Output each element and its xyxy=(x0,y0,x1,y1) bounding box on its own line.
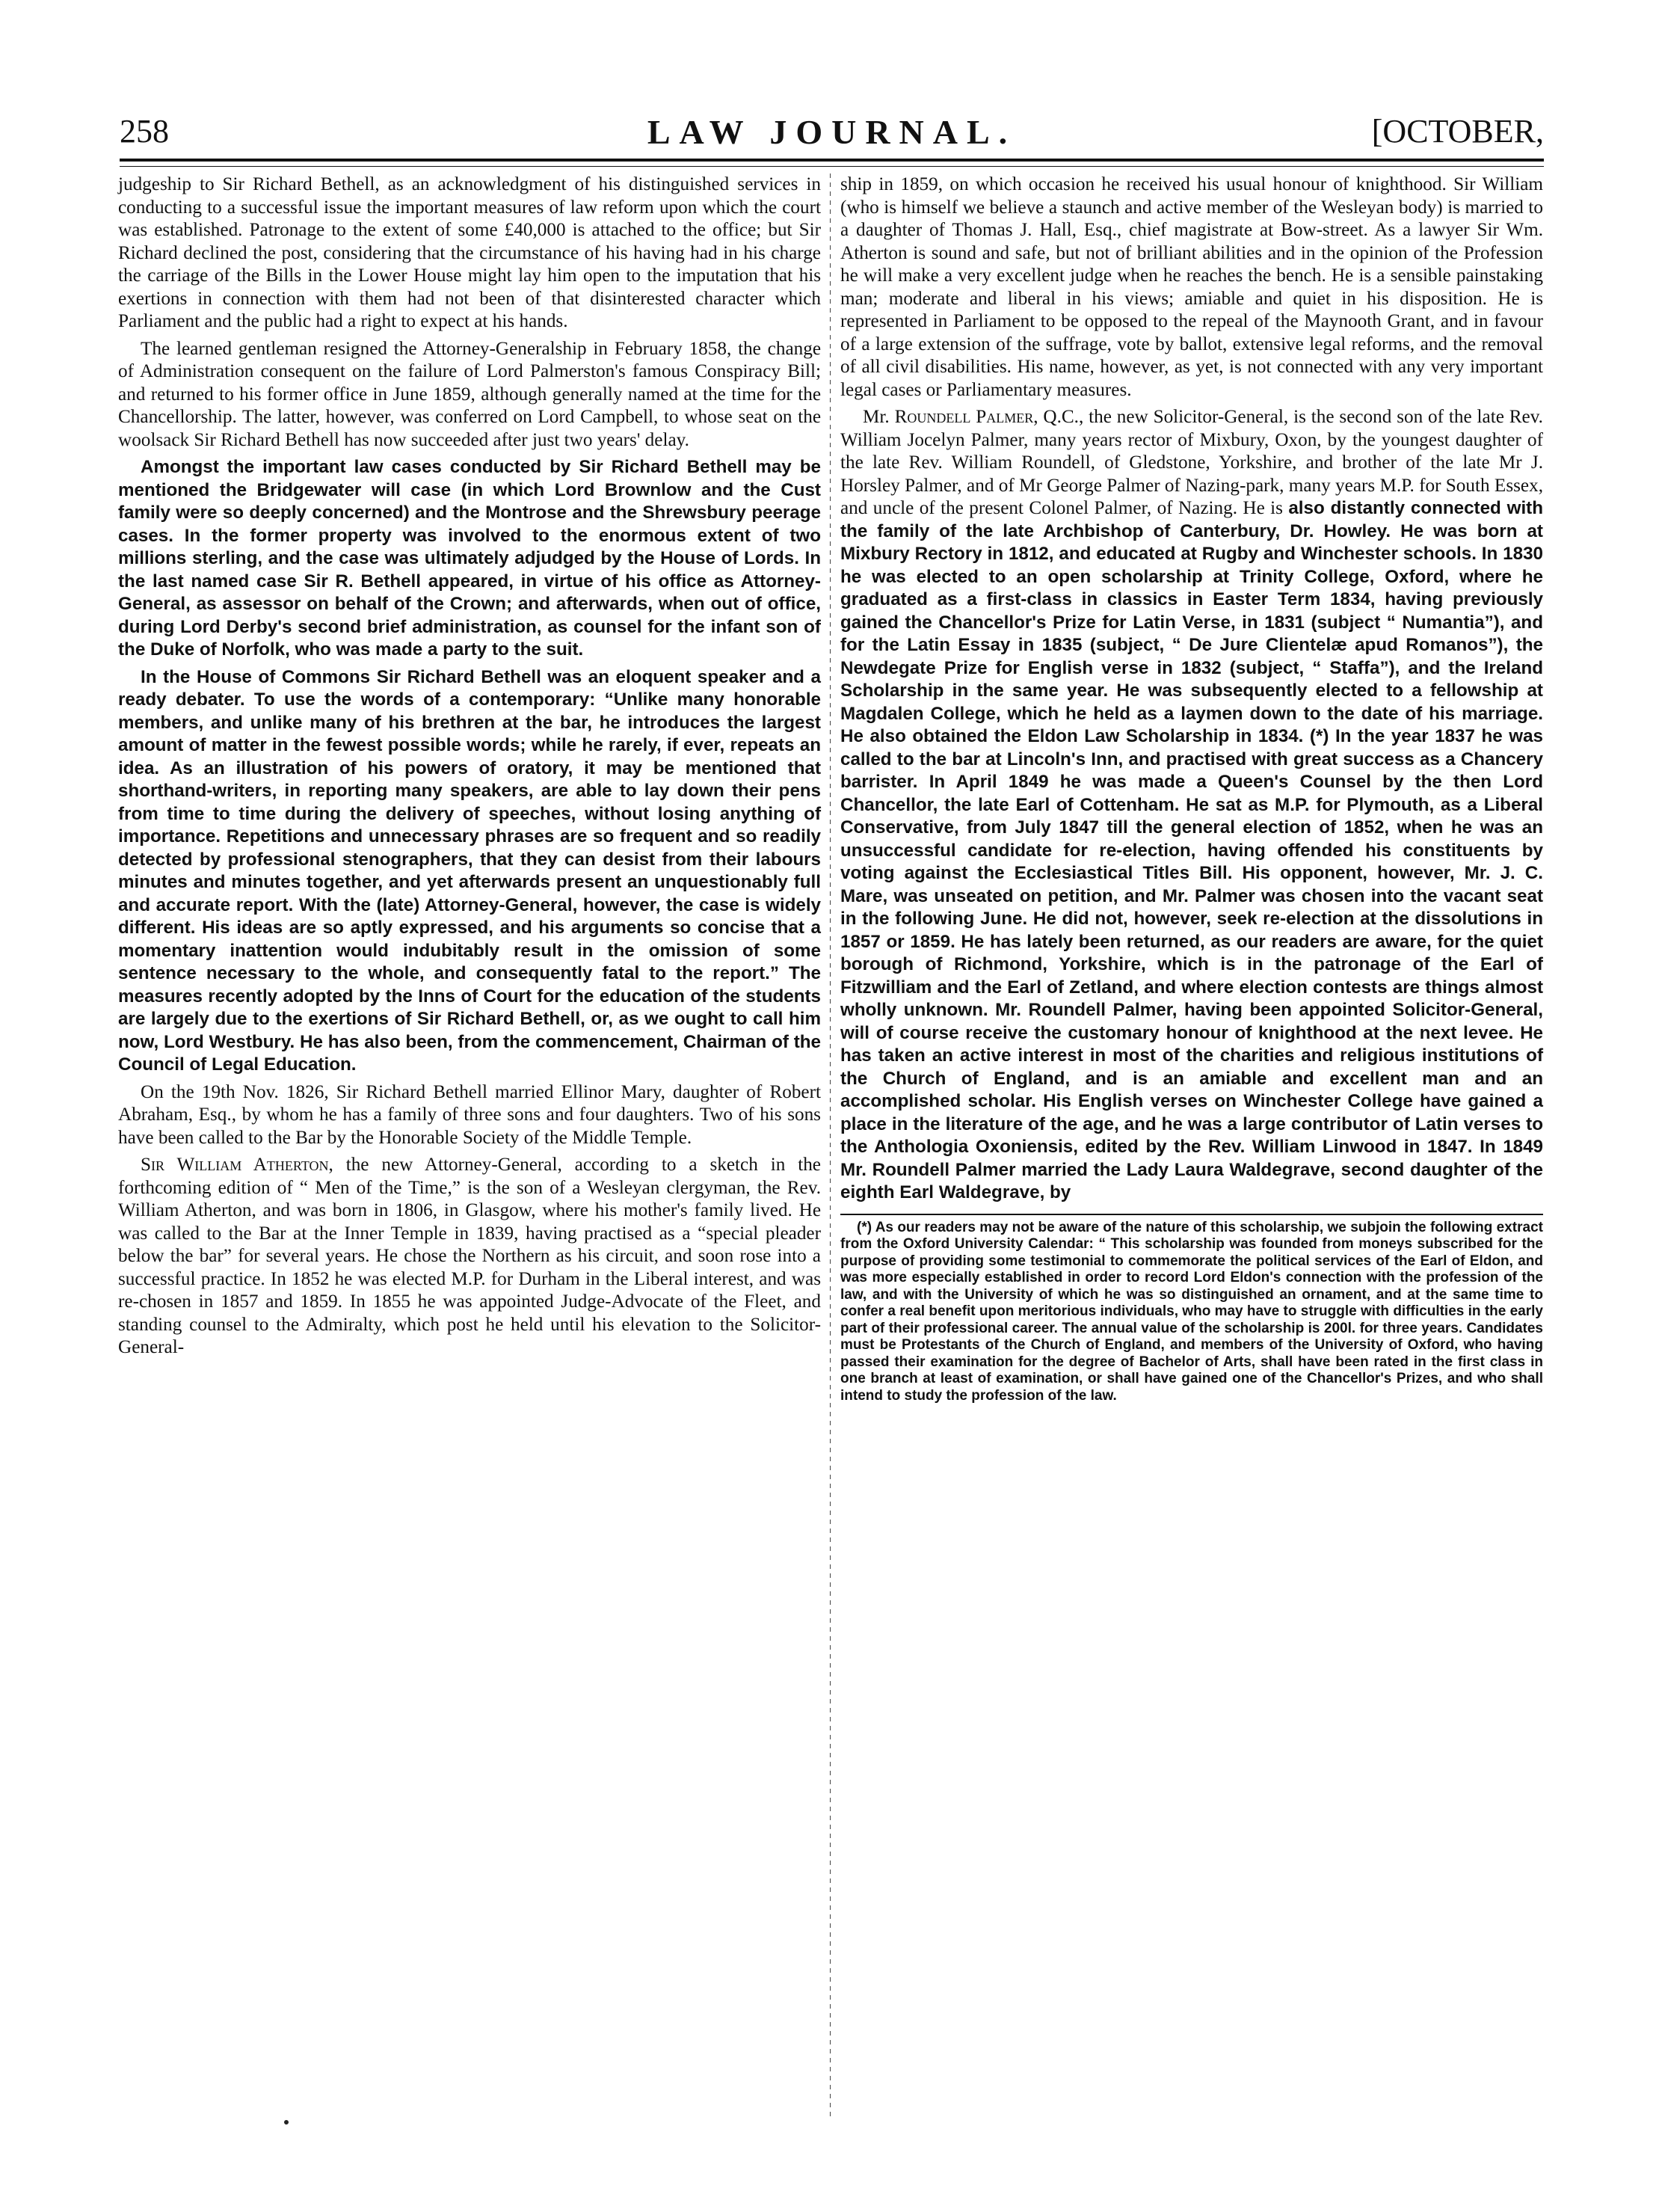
footnote-rule xyxy=(840,1214,1543,1215)
paragraph: The learned gentleman resigned the Attorney-Generalship in February 1858, the change of Administration consequent on the failure of Lord Palmerston's famous Conspiracy Bill; and returned to his former office in June 1859, although generally named at the time for the Chancellorship. The latter, however, was conferred on Lord Campbell, to whose seat on the woolsack Sir Richard Bethell has now succeeded after just two years' delay. xyxy=(118,338,821,450)
paragraph: Amongst the important law cases conducted by Sir Richard Bethell may be mentioned the Bridgewater will case (in which Lord Brownlow and the Cust family were so deeply concerned) and the Montrose and the Shrewsbury peerage cases. In the former property was involved to the enormous extent of two millions sterling, and the case was ultimately adjudged by the House of Lords. In the last named case Sir R. Bethell appeared, in virtue of his office as Attorney-General, as assessor on behalf of the Crown; and afterwards, when out of office, during Lord Derby's second brief administration, as counsel for the infant son of the Duke of Norfolk, who was made a party to the suit. xyxy=(118,457,821,660)
paragraph: In the House of Commons Sir Richard Bethell was an eloquent speaker and a ready debater. To use the words of a contemporary: “Unlike many honorable members, and unlike many of his brethren at the bar, he introduces the largest amount of matter in the fewest possible words; while he rarely, if ever, repeats an idea. As an illustration of his powers of oratory, it may be mentioned that shorthand-writers, in reporting many speakers, are able to lay down their pens from time to time during the delivery of speeches, without losing anything of importance. Repetitions and unnecessary phrases are so frequent and so readily detected by professional stenographers, that they can desist from their labours minutes and minutes together, and yet afterwards present an unquestionably full and accurate report. With the (late) Attorney-General, however, the case is widely different. His ideas are so aptly expressed, and his arguments so concise that a momentary inattention would indubitably result in the omission of some sentence necessary to the whole, and consequently fatal to the report.” The measures recently adopted by the Inns of Court for the education of the students are largely due to the exertions of Sir Richard Bethell, or, as we ought to call him now, Lord Westbury. He has also been, from the commencement, Chairman of the Council of Legal Education. xyxy=(118,666,821,1075)
person-name: Roundell Palmer xyxy=(894,407,1034,427)
paragraph-text: , Q.C., the new Solicitor-General, is the second son of the late Rev. William Jocelyn Palmer, many years rector of Mixbury, Oxon, by the youngest daughter of the late Rev. William Roundell, of Gledstone, Yorkshire, and brother of the late Mr J. Horsley Palmer, and of Mr George Palmer of Nazing-park, many years M.P. for South Essex, and uncle of the present Colonel Palmer, of Nazing. He is xyxy=(840,407,1543,518)
issue-month: [OCTOBER, xyxy=(1371,113,1544,150)
header-rule xyxy=(120,159,1544,162)
paragraph xyxy=(840,406,1543,1205)
stray-dot xyxy=(284,2120,289,2125)
journal-title: LAW JOURNAL. xyxy=(647,113,1017,151)
paragraph-text: , the new Attorney-General, according to a sketch in the forthcoming edition of “ Men of the Time,” is the son of a Wesleyan clergyman, the Rev. William Atherton, and was born in 1806, in Glasgow, where his mother's family lived. He was called to the Bar at the Inner Temple in 1839, having practised as a “special pleader below the bar” for several years. He chose the Northern as his circuit, and soon rose into a successful practice. In 1852 he was elected M.P. for Durham in the Liberal interest, and was re-chosen in 1857 and 1859. In 1855 he was appointed Judge-Advocate of the Fleet, and standing counsel to the Admiralty, which post he held until his elevation to the Solicitor-General- xyxy=(118,1155,821,1357)
column-divider xyxy=(830,173,831,2118)
header-rule-thin xyxy=(120,166,1544,167)
left-column xyxy=(118,173,821,1360)
right-column xyxy=(840,173,1543,1404)
paragraph-text: Mr. xyxy=(863,407,895,427)
page-number: 258 xyxy=(120,113,169,150)
paragraph xyxy=(118,1154,821,1360)
paragraph: On the 19th Nov. 1826, Sir Richard Bethell married Ellinor Mary, daughter of Robert Abraham, Esq., by whom he has a family of three sons and four daughters. Two of his sons have been called to the Bar by the Honorable Society of the Middle Temple. xyxy=(118,1081,821,1148)
person-name: Sir William Atherton xyxy=(141,1155,329,1175)
paragraph: judgeship to Sir Richard Bethell, as an acknowledgment of his distinguished services in conducting to a successful issue the important measures of law reform upon which the court was established. Patronage to the extent of some £40,000 is attached to the office; but Sir Richard declined the post, considering that the circumstance of his having had in his charge the carriage of the Bills in the Lower House might lay him open to the imputation that his exertions in connection with them had not been of that disinterested character which Parliament and the public had a right to expect at his hands. xyxy=(118,174,821,331)
paragraph-text: also distantly connected with the family of the late Archbishop of Canterbury, Dr. Howley. He was born at Mixbury Rectory in 1812, and educated at Rugby and Winchester schools. In 1830 he was elected to an open scholarship at Trinity College, Oxford, where he graduated as a first-class in classics in Easter Term 1834, having previously gained the Chancellor's Prize for Latin Verse, in 1831 (subject “ Numantia”), and for the Latin Essay in 1835 (subject, “ De Jure Clientelæ apud Romanos”), the Newdegate Prize for English verse in 1832 (subject, “ Staffa”), and the Ireland Scholarship in the same year. He was subsequently elected to a fellowship at Magdalen College, which he held as a laymen down to the date of his marriage. He also obtained the Eldon Law Scholarship in 1834. (*) In the year 1837 he was called to the bar at Lincoln's Inn, and practised with great success as a Chancery barrister. In April 1849 he was made a Queen's Counsel by the then Lord Chancellor, the late Earl of Cottenham. He sat as M.P. for Plymouth, as a Liberal Conservative, from July 1847 till the general election of 1852, when he was an unsuccessful candidate for re-election, having offended his constituents by voting against the Ecclesiastical Titles Bill. His opponent, however, Mr. J. C. Mare, was unseated on petition, and Mr. Palmer was chosen into the vacant seat in the following June. He did not, however, seek re-election at the dissolutions in 1857 or 1859. He has lately been returned, as our readers are aware, for the quiet borough of Richmond, Yorkshire, which is in the patronage of the Earl of Fitzwilliam and the Earl of Zetland, and where election contests are things almost wholly unknown. Mr. Roundell Palmer, having been appointed Solicitor-General, will of course receive the customary honour of knighthood at the next levee. He has taken an active interest in most of the charities and religious institutions of the Church of England, and is an amiable and excellent man and an accomplished scholar. His English verses on Winchester College have gained a place in the literature of the age, and he was a large contributor of Latin verses to the Anthologia Oxoniensis, edited by the Rev. William Linwood in 1847. In 1849 Mr. Roundell Palmer married the Lady Laura Waldegrave, second daughter of the eighth Earl Waldegrave, by xyxy=(840,498,1544,1202)
paragraph: ship in 1859, on which occasion he received his usual honour of knighthood. Sir William (who is himself we believe a staunch and active member of the Wesleyan body) is married to a daughter of Thomas J. Hall, Esq., chief magistrate at Bow-street. As a lawyer Sir Wm. Atherton is sound and safe, but not of brilliant abilities and in the opinion of the Profession he will make a very excellent judge when he reaches the bench. He is a sensible painstaking man; moderate and liberal in his views; amiable and quiet in his disposition. He is represented in Parliament to be opposed to the repeal of the Maynooth Grant, and in favour of a large extension of the suffrage, vote by ballot, extensive legal reforms, and the removal of all civil disabilities. His name, however, as yet, is not connected with any very important legal cases or Parliamentary measures. xyxy=(840,174,1543,400)
page-header xyxy=(120,112,1544,165)
footnote: (*) As our readers may not be aware of the nature of this scholarship, we subjoin the following extract from the Oxford University Calendar: “ This scholarship was founded from moneys subscribed for the purpose of providing some testimonial to commemorate the political services of the Earl of Eldon, and was more especially established in order to record Lord Eldon's connection with the profession of the law, and with the University of which he was so distinguished an ornament, and at the same time to confer a real benefit upon meritorious individuals, who may have to struggle with difficulties in the early part of their professional career. The annual value of the scholarship is 200l. for three years. Candidates must be Protestants of the Church of England, and members of the University of Oxford, who having passed their examination for the degree of Bachelor of Arts, shall have been rated in the first class in one branch at least of examination, or shall have gained one of the Chancellor's Prizes, and who shall intend to study the profession of the law. xyxy=(840,1219,1543,1404)
